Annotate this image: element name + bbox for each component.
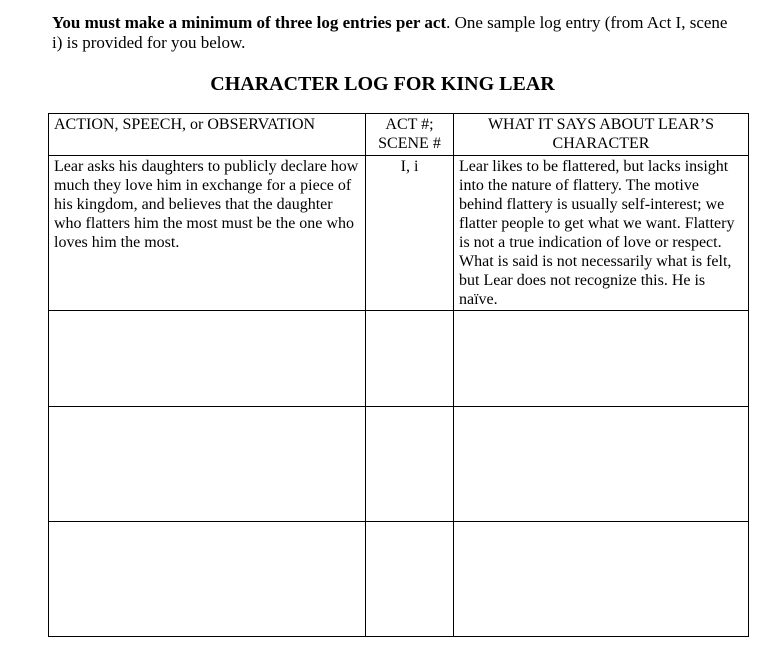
header-says-line1: WHAT IT SAYS ABOUT LEAR’S bbox=[487, 116, 715, 133]
instructions-text: . One sample log entry (from Act I, scene i) is provided for you below. bbox=[52, 13, 728, 52]
instructions-emphasis: You must make a minimum of three log entries per act bbox=[52, 13, 447, 32]
character-log-table bbox=[48, 113, 749, 637]
table-header-row bbox=[49, 114, 749, 156]
sample-action-cell: Lear asks his daughters to publicly declare how much they love him in exchange for a piece of his kingdom, and believes that the daughter who flatters him the most must be the one who loves him the most. bbox=[49, 156, 366, 311]
header-scene-line: SCENE # bbox=[378, 135, 441, 152]
empty-action-cell[interactable] bbox=[49, 407, 366, 522]
empty-says-cell[interactable] bbox=[454, 522, 749, 637]
table-row-empty bbox=[49, 407, 749, 522]
empty-says-cell[interactable] bbox=[454, 407, 749, 522]
empty-act-scene-cell[interactable] bbox=[366, 407, 454, 522]
empty-act-scene-cell[interactable] bbox=[366, 522, 454, 637]
header-says-line2: CHARACTER bbox=[552, 135, 650, 152]
table-row-empty bbox=[49, 311, 749, 407]
page-title: CHARACTER LOG FOR KING LEAR bbox=[210, 73, 555, 95]
table-row-sample bbox=[49, 156, 749, 311]
header-action: ACTION, SPEECH, or OBSERVATION bbox=[49, 114, 366, 156]
header-says-about bbox=[454, 114, 749, 156]
instructions-paragraph bbox=[52, 13, 732, 53]
table-row-empty bbox=[49, 522, 749, 637]
empty-action-cell[interactable] bbox=[49, 522, 366, 637]
sample-act-scene-cell: I, i bbox=[366, 156, 454, 311]
empty-action-cell[interactable] bbox=[49, 311, 366, 407]
header-act-line: ACT #; bbox=[385, 116, 434, 133]
empty-says-cell[interactable] bbox=[454, 311, 749, 407]
empty-act-scene-cell[interactable] bbox=[366, 311, 454, 407]
header-act-scene bbox=[366, 114, 454, 156]
sample-says-cell: Lear likes to be flattered, but lacks insight into the nature of flattery. The motive behind flattery is usually self-interest; we flatter people to get what we want. Flattery is not a true indication of love or respect. What is said is not necessarily what is felt, but Lear does not recognize this. He is naïve. bbox=[454, 156, 749, 311]
